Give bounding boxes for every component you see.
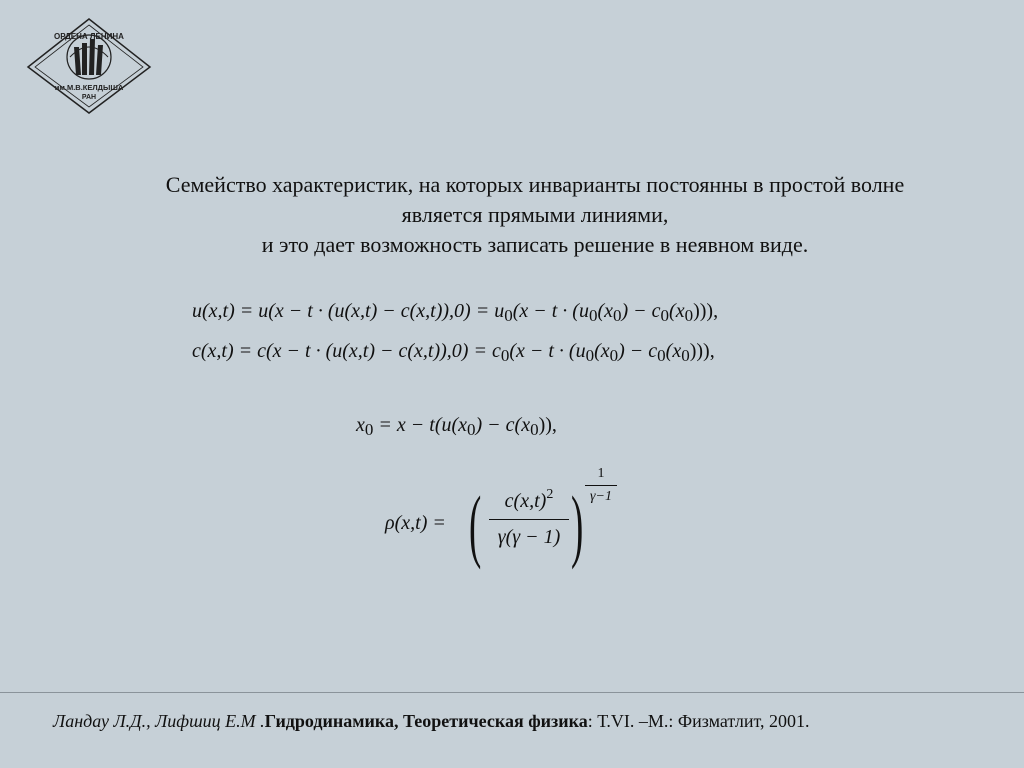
rho-exp-numerator: 1 bbox=[597, 466, 605, 481]
footer-reference bbox=[53, 711, 809, 732]
eq2-sub-e: 0 bbox=[681, 346, 690, 365]
eq2-part-e: (x bbox=[665, 340, 682, 362]
rho-fraction bbox=[489, 487, 569, 549]
eq1-sub-d: 0 bbox=[660, 306, 670, 325]
rho-denominator: γ(γ − 1) bbox=[497, 526, 561, 548]
eq3-sub-a: 0 bbox=[467, 420, 476, 439]
logo-ring-text: ОРДЕНА ЛЕНИНА bbox=[54, 32, 124, 41]
eq3-sub-b: 0 bbox=[530, 420, 539, 439]
eq1-sub-a: 0 bbox=[504, 306, 513, 325]
rho-fraction-bar bbox=[489, 519, 569, 520]
rho-right-paren: ) bbox=[571, 479, 584, 570]
eq1-part-b: (x − t · (u bbox=[512, 300, 589, 322]
rho-num-text: c(x,t) bbox=[504, 490, 547, 512]
intro-paragraph bbox=[70, 170, 1000, 260]
equation-rho bbox=[385, 466, 645, 576]
eq3-part-b: ) − c(x bbox=[475, 414, 531, 436]
rho-num-power: 2 bbox=[546, 487, 554, 502]
intro-line-2: является прямыми линиями, bbox=[401, 202, 669, 227]
footer-divider bbox=[0, 692, 1024, 693]
logo-emblem bbox=[26, 17, 152, 115]
eq1-sub-b: 0 bbox=[588, 306, 598, 325]
eq2-part-d: ) − c bbox=[618, 340, 658, 362]
eq3-part-a: = x − t(u(x bbox=[373, 414, 468, 436]
rho-exp-bar bbox=[585, 485, 617, 486]
logo-name-text: им.М.В.КЕЛДЫША bbox=[54, 83, 124, 92]
rho-exponent bbox=[585, 466, 617, 505]
eq2-tail: ))), bbox=[689, 340, 715, 362]
eq2-sub-c: 0 bbox=[609, 346, 619, 365]
intro-line-3: и это дает возможность записать решение в неявном виде. bbox=[261, 232, 809, 257]
logo-org-text: РАН bbox=[81, 94, 97, 101]
equation-u bbox=[192, 300, 718, 323]
footer-publication: : Т.VI. –М.: Физматлит, 2001. bbox=[587, 711, 810, 731]
footer-authors: Ландау Л.Д., Лифшиц Е.М . bbox=[53, 711, 265, 731]
eq1-part-e: (x bbox=[669, 300, 685, 322]
intro-line-1: Семейство характеристик, на которых инварианты постоянны в простой волне bbox=[165, 172, 905, 197]
eq1-part-d: ) − c bbox=[621, 300, 661, 322]
eq1-sub-c: 0 bbox=[613, 306, 622, 325]
equation-c bbox=[192, 340, 715, 363]
eq2-part-c: (x bbox=[594, 340, 610, 362]
institute-logo bbox=[26, 17, 152, 115]
eq1-sub-e: 0 bbox=[684, 306, 694, 325]
rho-lhs: ρ(x,t) = bbox=[385, 512, 446, 534]
eq1-tail: ))), bbox=[693, 300, 719, 322]
eq2-sub-a: 0 bbox=[500, 346, 510, 365]
eq2-main: c(x,t) = c(x − t · (u(x,t) − c(x,t)),0) = c bbox=[192, 340, 501, 362]
eq1-main: u(x,t) = u(x − t · (u(x,t) − c(x,t)),0) = u bbox=[192, 300, 505, 322]
eq1-part-c: (x bbox=[597, 300, 613, 322]
eq3-sub-lead: 0 bbox=[364, 420, 374, 439]
eq2-sub-d: 0 bbox=[657, 346, 666, 365]
eq2-part-b: (x − t · (u bbox=[509, 340, 586, 362]
eq3-tail: )), bbox=[538, 414, 557, 436]
rho-left-paren: ( bbox=[469, 479, 482, 570]
footer-book-title: Гидродинамика, Теоретическая физика bbox=[264, 711, 588, 731]
eq3-lead: x bbox=[356, 414, 365, 436]
eq2-sub-b: 0 bbox=[585, 346, 595, 365]
equation-x0 bbox=[356, 414, 557, 437]
rho-numerator bbox=[489, 487, 569, 515]
rho-exp-denominator: γ−1 bbox=[590, 489, 612, 504]
